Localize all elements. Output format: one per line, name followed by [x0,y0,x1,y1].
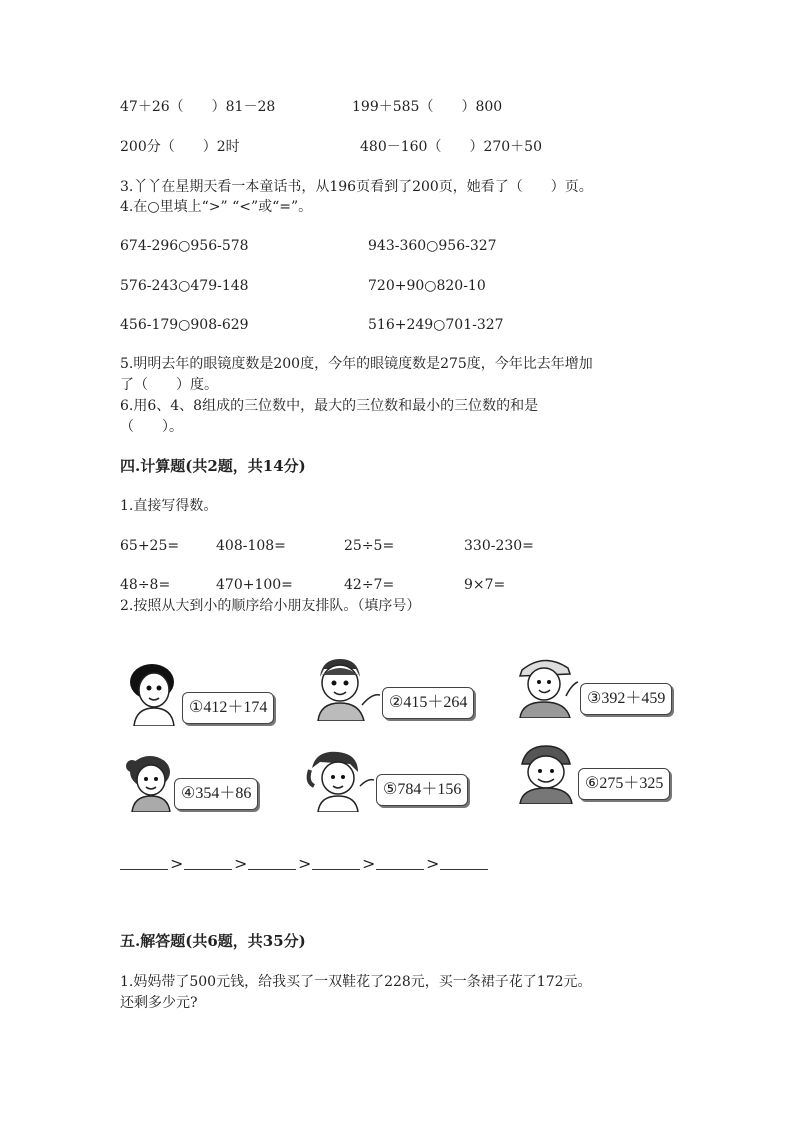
calc-2-4: 9×7= [464,577,506,593]
greater-than-sign: > [426,854,440,873]
calc-2-1: 48÷8= [120,577,171,593]
question-3: 3.丫丫在星期天看一本童话书，从196页看到了200页，她看了（ ）页。 [120,179,593,195]
greater-than-sign: > [298,854,312,873]
question-4-title: 4.在○里填上“>” “<”或“=”。 [120,199,313,215]
calc-1-3: 25÷5= [344,538,395,554]
order-blank-4[interactable] [312,869,360,870]
greater-than-sign: > [170,854,184,873]
q4-item-1b: 943-360○956-327 [368,238,497,254]
q4-item-2a: 576-243○479-148 [120,278,249,294]
order-blank-3[interactable] [248,869,296,870]
section-4-heading: 四.计算题(共2题，共14分) [120,457,306,475]
order-blank-5[interactable] [376,869,424,870]
greater-than-sign: > [234,854,248,873]
kid-card-4: ④354＋86 [174,778,258,810]
kid-card-2: ②415＋264 [382,687,474,719]
order-blank-2[interactable] [184,869,232,870]
calc-1-1: 65+25= [120,538,180,554]
calc-2-2: 470+100= [216,577,293,593]
section-4-question-1: 1.直接写得数。 [120,498,218,514]
boy-3-illustration [514,744,578,804]
greater-than-sign: > [362,854,376,873]
girl-1-illustration [124,660,184,726]
kid-card-5: ⑤784＋156 [376,774,468,806]
compare-item-2a: 200分（ ）2时 [120,139,240,155]
section-5-heading: 五.解答题(共6题，共35分) [120,932,306,950]
q4-item-2b: 720+90○820-10 [368,278,486,294]
kid-card-3: ③392＋459 [580,683,672,715]
question-5-line2: 了（ ）度。 [120,377,218,393]
calc-2-3: 42÷7= [344,577,395,593]
section-5-question-1-line1: 1.妈妈带了500元钱，给我买了一双鞋花了228元，买一条裙子花了172元。 [120,974,592,990]
q4-item-3b: 516+249○701-327 [368,317,504,333]
question-5-line1: 5.明明去年的眼镜度数是200度，今年的眼镜度数是275度，今年比去年增加 [120,356,593,372]
boy-1-illustration [310,655,382,721]
order-blank-1[interactable] [120,869,168,870]
girl-3-illustration [306,748,376,812]
kid-card-6: ⑥275＋325 [578,768,670,800]
question-6-line2: （ ）。 [120,419,183,435]
calc-1-2: 408-108= [216,538,286,554]
kid-card-1: ①412＋174 [182,692,274,724]
compare-item-1a: 47＋26（ ）81－28 [120,99,276,115]
question-6-line1: 6.用6、4、8组成的三位数中，最大的三位数和最小的三位数的和是 [120,398,539,414]
compare-item-1b: 199＋585（ ）800 [352,99,503,115]
order-blank-6[interactable] [440,869,488,870]
section-4-question-2: 2.按照从大到小的顺序给小朋友排队。（填序号） [120,598,421,614]
q4-item-3a: 456-179○908-629 [120,317,249,333]
section-5-question-1-line2: 还剩多少元? [120,995,198,1011]
calc-1-4: 330-230= [464,538,534,554]
girl-2-illustration [124,752,176,812]
compare-item-2b: 480－160（ ）270＋50 [360,139,542,155]
boy-2-illustration [514,652,580,718]
q4-item-1a: 674-296○956-578 [120,238,249,254]
